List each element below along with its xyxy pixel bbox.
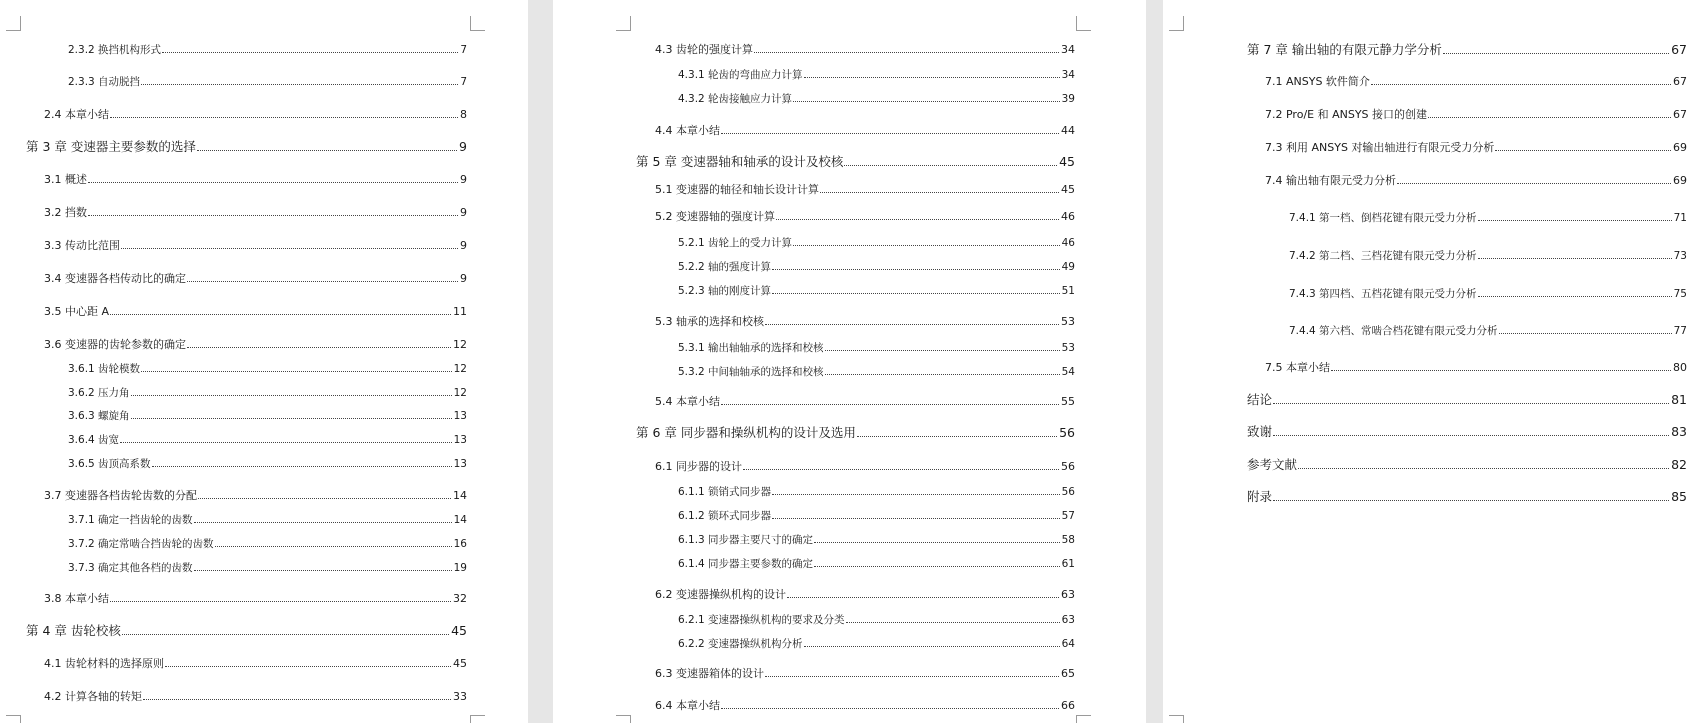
- toc-entry[interactable]: [44, 305, 467, 319]
- toc-dot-leader: [787, 597, 1059, 598]
- toc-entry[interactable]: [678, 485, 1075, 499]
- toc-entry-label: 3.4 变速器各档传动比的确定: [44, 272, 186, 285]
- toc-entry-page: 65: [1061, 667, 1075, 680]
- toc-dot-leader: [1371, 84, 1671, 85]
- toc-dot-leader: [765, 676, 1059, 677]
- toc-entry-page: 45: [451, 623, 467, 638]
- toc-dot-leader: [1331, 370, 1671, 371]
- toc-entry[interactable]: [1265, 174, 1687, 188]
- toc-entry-page: 46: [1061, 210, 1075, 223]
- toc-entry-page: 61: [1061, 558, 1075, 570]
- toc-entry-label: 5.3.2 中间轴轴承的选择和校核: [678, 366, 824, 378]
- toc-entry-label: 3.7.2 确定常啮合挡齿轮的齿数: [68, 538, 214, 550]
- toc-entry[interactable]: [678, 613, 1075, 627]
- toc-entry-page: 9: [460, 173, 467, 186]
- toc-entry-page: 82: [1671, 457, 1687, 472]
- toc-entry-label: 6.3 变速器箱体的设计: [655, 667, 764, 680]
- toc-dot-leader: [793, 101, 1060, 102]
- toc-entry[interactable]: [44, 206, 467, 220]
- toc-entry-page: 16: [453, 538, 467, 550]
- toc-entry-page: 85: [1671, 489, 1687, 504]
- toc-entry-page: 53: [1061, 315, 1075, 328]
- toc-entry-page: 39: [1061, 93, 1075, 105]
- toc-entry-label: 第 6 章 同步器和操纵机构的设计及选用: [636, 425, 856, 440]
- toc-entry-page: 14: [453, 514, 467, 526]
- toc-dot-leader: [141, 371, 452, 372]
- toc-entry-label: 7.4.2 第二档、三档花键有限元受力分析: [1289, 250, 1477, 262]
- toc-entry-label: 第 4 章 齿轮校核: [26, 623, 121, 638]
- toc-entry[interactable]: [636, 155, 1075, 169]
- toc-entry-label: 5.2.2 轴的强度计算: [678, 261, 772, 273]
- toc-entry[interactable]: [678, 68, 1075, 82]
- toc-entry-label: 3.5 中心距 A: [44, 305, 110, 318]
- toc-entry[interactable]: [678, 557, 1075, 571]
- toc-entry-page: 8: [460, 108, 467, 121]
- document-page-2: [553, 0, 1146, 723]
- toc-entry-page: 19: [453, 562, 467, 574]
- toc-entry[interactable]: [68, 386, 467, 400]
- toc-dot-leader: [1273, 403, 1669, 404]
- toc-entry-page: 46: [1061, 237, 1075, 249]
- toc-entry[interactable]: [655, 43, 1075, 57]
- toc-entry-page: 71: [1673, 212, 1687, 224]
- toc-entry[interactable]: [678, 533, 1075, 547]
- toc-entry-page: 56: [1061, 460, 1075, 473]
- toc-entry-label: 2.4 本章小结: [44, 108, 109, 121]
- toc-entry[interactable]: [68, 433, 467, 447]
- toc-entry-label: 5.4 本章小结: [655, 395, 720, 408]
- toc-dot-leader: [804, 646, 1060, 647]
- page-corner-marker: [616, 715, 631, 723]
- toc-dot-leader: [197, 150, 457, 151]
- page-corner-marker: [1169, 16, 1184, 31]
- toc-entry-label: 2.3.2 换挡机构形式: [68, 44, 162, 56]
- toc-entry-page: 34: [1061, 69, 1075, 81]
- toc-entry-page: 12: [453, 363, 467, 375]
- toc-entry[interactable]: [655, 315, 1075, 329]
- document-page-1: [0, 0, 528, 723]
- toc-entry[interactable]: [655, 210, 1075, 224]
- toc-entry[interactable]: [68, 513, 467, 527]
- toc-entry-label: 4.1 齿轮材料的选择原则: [44, 657, 164, 670]
- toc-entry-label: 6.1 同步器的设计: [655, 460, 742, 473]
- toc-dot-leader: [772, 293, 1060, 294]
- toc-dot-leader: [141, 84, 458, 85]
- toc-entry-page: 83: [1671, 424, 1687, 439]
- toc-entry[interactable]: [678, 341, 1075, 355]
- toc-dot-leader: [743, 469, 1059, 470]
- toc-entry-label: 4.3.2 轮齿接触应力计算: [678, 93, 793, 105]
- toc-entry-page: 73: [1673, 250, 1687, 262]
- toc-entry[interactable]: [44, 272, 467, 286]
- toc-entry-label: 4.2 计算各轴的转矩: [44, 690, 142, 703]
- toc-entry[interactable]: [26, 140, 467, 154]
- toc-entry-page: 56: [1059, 425, 1075, 440]
- toc-entry-label: 5.2.1 齿轮上的受力计算: [678, 237, 793, 249]
- toc-entry[interactable]: [68, 75, 467, 89]
- toc-dot-leader: [1499, 333, 1672, 334]
- toc-dot-leader: [110, 314, 451, 315]
- toc-entry[interactable]: [655, 395, 1075, 409]
- toc-entry[interactable]: [68, 409, 467, 423]
- toc-dot-leader: [1443, 53, 1669, 54]
- toc-dot-leader: [122, 634, 449, 635]
- toc-entry-page: 56: [1061, 486, 1075, 498]
- toc-entry-label: 5.2.3 轴的刚度计算: [678, 285, 772, 297]
- toc-dot-leader: [1298, 468, 1669, 469]
- toc-entry-page: 63: [1061, 614, 1075, 626]
- toc-entry-label: 3.2 挡数: [44, 206, 87, 219]
- toc-entry[interactable]: [678, 509, 1075, 523]
- toc-dot-leader: [194, 522, 452, 523]
- toc-entry-page: 81: [1671, 392, 1687, 407]
- toc-entry-label: 第 3 章 变速器主要参数的选择: [26, 139, 196, 154]
- toc-dot-leader: [772, 494, 1060, 495]
- toc-dot-leader: [131, 418, 452, 419]
- toc-entry[interactable]: [678, 260, 1075, 274]
- toc-dot-leader: [110, 601, 451, 602]
- toc-dot-leader: [765, 324, 1059, 325]
- toc-entry[interactable]: [1289, 324, 1687, 338]
- toc-entry-label: 6.2.1 变速器操纵机构的要求及分类: [678, 614, 845, 626]
- toc-dot-leader: [162, 52, 458, 53]
- toc-entry-label: 3.6.3 螺旋角: [68, 410, 130, 422]
- page-corner-marker: [1169, 715, 1184, 723]
- toc-dot-leader: [152, 466, 452, 467]
- toc-dot-leader: [1478, 220, 1672, 221]
- toc-dot-leader: [88, 215, 458, 216]
- toc-entry-page: 66: [1061, 699, 1075, 712]
- toc-entry-label: 3.6.2 压力角: [68, 387, 130, 399]
- toc-entry[interactable]: [678, 284, 1075, 298]
- toc-dot-leader: [814, 566, 1060, 567]
- toc-entry-label: 4.3.1 轮齿的弯曲应力计算: [678, 69, 803, 81]
- toc-entry-label: 6.2 变速器操纵机构的设计: [655, 588, 786, 601]
- toc-entry-label: 5.2 变速器轴的强度计算: [655, 210, 775, 223]
- toc-entry[interactable]: [1289, 249, 1687, 263]
- toc-entry-label: 参考文献: [1247, 457, 1298, 472]
- page-corner-marker: [6, 16, 21, 31]
- toc-entry[interactable]: [655, 124, 1075, 138]
- toc-entry-label: 3.6.5 齿顶高系数: [68, 458, 151, 470]
- toc-entry[interactable]: [68, 537, 467, 551]
- toc-dot-leader: [721, 708, 1059, 709]
- toc-dot-leader: [120, 442, 452, 443]
- toc-dot-leader: [754, 52, 1059, 53]
- toc-dot-leader: [1273, 435, 1669, 436]
- toc-entry[interactable]: [1247, 43, 1687, 57]
- toc-entry-label: 3.6.1 齿轮模数: [68, 363, 141, 375]
- toc-entry[interactable]: [1289, 211, 1687, 225]
- toc-entry-page: 13: [453, 434, 467, 446]
- toc-entry[interactable]: [655, 699, 1075, 713]
- toc-entry-page: 9: [460, 239, 467, 252]
- toc-entry[interactable]: [678, 637, 1075, 651]
- document-page-3: [1163, 0, 1696, 723]
- toc-entry[interactable]: [655, 183, 1075, 197]
- toc-dot-leader: [776, 219, 1059, 220]
- toc-entry-label: 第 5 章 变速器轴和轴承的设计及校核: [636, 154, 844, 169]
- page-corner-marker: [470, 715, 485, 723]
- toc-entry-page: 53: [1061, 342, 1075, 354]
- toc-entry-page: 67: [1673, 108, 1687, 121]
- toc-entry[interactable]: [68, 43, 467, 57]
- toc-entry[interactable]: [655, 460, 1075, 474]
- toc-dot-leader: [131, 395, 452, 396]
- toc-dot-leader: [814, 542, 1060, 543]
- toc-entry-page: 69: [1673, 141, 1687, 154]
- page-corner-marker: [1076, 715, 1091, 723]
- toc-entry-label: 7.4.1 第一档、倒档花键有限元受力分析: [1289, 212, 1477, 224]
- toc-dot-leader: [88, 182, 458, 183]
- toc-entry[interactable]: [44, 239, 467, 253]
- page-corner-marker: [616, 16, 631, 31]
- toc-dot-leader: [1397, 183, 1671, 184]
- toc-entry-page: 49: [1061, 261, 1075, 273]
- toc-entry-page: 13: [453, 410, 467, 422]
- toc-entry-label: 6.4 本章小结: [655, 699, 720, 712]
- toc-entry-label: 3.6 变速器的齿轮参数的确定: [44, 338, 186, 351]
- toc-entry[interactable]: [678, 92, 1075, 106]
- toc-entry[interactable]: [44, 338, 467, 352]
- toc-entry-label: 6.2.2 变速器操纵机构分析: [678, 638, 803, 650]
- toc-dot-leader: [1428, 117, 1671, 118]
- toc-entry-page: 69: [1673, 174, 1687, 187]
- toc-dot-leader: [187, 281, 458, 282]
- toc-dot-leader: [143, 699, 451, 700]
- toc-entry-page: 45: [453, 657, 467, 670]
- toc-entry-page: 32: [453, 592, 467, 605]
- toc-dot-leader: [721, 404, 1059, 405]
- toc-entry-page: 45: [1059, 154, 1075, 169]
- toc-dot-leader: [772, 269, 1060, 270]
- toc-entry-page: 12: [453, 387, 467, 399]
- toc-entry-label: 7.3 利用 ANSYS 对输出轴进行有限元受力分析: [1265, 141, 1495, 154]
- toc-entry[interactable]: [68, 457, 467, 471]
- toc-entry-page: 33: [453, 690, 467, 703]
- toc-entry-label: 2.3.3 自动脱挡: [68, 76, 141, 88]
- toc-entry[interactable]: [1265, 108, 1687, 122]
- toc-entry[interactable]: [655, 588, 1075, 602]
- toc-entry-label: 4.3 齿轮的强度计算: [655, 43, 753, 56]
- toc-entry[interactable]: [44, 690, 467, 704]
- toc-dot-leader: [165, 666, 451, 667]
- toc-entry-page: 63: [1061, 588, 1075, 601]
- toc-entry[interactable]: [1265, 141, 1687, 155]
- toc-dot-leader: [820, 192, 1059, 193]
- toc-entry-page: 67: [1671, 42, 1687, 57]
- toc-entry-label: 3.7.1 确定一挡齿轮的齿数: [68, 514, 193, 526]
- toc-entry[interactable]: [26, 624, 467, 638]
- toc-entry[interactable]: [636, 426, 1075, 440]
- toc-dot-leader: [844, 165, 1057, 166]
- toc-entry-label: 7.4.3 第四档、五档花键有限元受力分析: [1289, 288, 1477, 300]
- toc-dot-leader: [804, 77, 1060, 78]
- toc-entry-label: 3.3 传动比范围: [44, 239, 120, 252]
- toc-entry-page: 64: [1061, 638, 1075, 650]
- toc-entry-label: 7.2 Pro/E 和 ANSYS 接口的创建: [1265, 108, 1428, 121]
- toc-entry[interactable]: [44, 108, 467, 122]
- toc-entry-page: 75: [1673, 288, 1687, 300]
- toc-entry-label: 7.1 ANSYS 软件简介: [1265, 75, 1370, 88]
- toc-entry[interactable]: [68, 362, 467, 376]
- toc-entry-page: 54: [1061, 366, 1075, 378]
- toc-entry-label: 3.8 本章小结: [44, 592, 109, 605]
- toc-entry[interactable]: [655, 667, 1075, 681]
- toc-entry[interactable]: [44, 657, 467, 671]
- toc-entry-label: 3.6.4 齿宽: [68, 434, 120, 446]
- toc-dot-leader: [198, 498, 451, 499]
- toc-entry[interactable]: [1247, 393, 1687, 407]
- toc-dot-leader: [1478, 296, 1672, 297]
- toc-entry[interactable]: [678, 236, 1075, 250]
- toc-dot-leader: [1273, 500, 1669, 501]
- toc-entry[interactable]: [44, 489, 467, 503]
- toc-entry[interactable]: [1289, 287, 1687, 301]
- toc-entry[interactable]: [678, 365, 1075, 379]
- toc-entry-label: 7.5 本章小结: [1265, 361, 1330, 374]
- page-corner-marker: [470, 16, 485, 31]
- toc-dot-leader: [857, 436, 1057, 437]
- toc-entry[interactable]: [1247, 425, 1687, 439]
- toc-entry-label: 6.1.3 同步器主要尺寸的确定: [678, 534, 814, 546]
- toc-entry-page: 13: [453, 458, 467, 470]
- toc-entry-page: 9: [460, 272, 467, 285]
- toc-dot-leader: [110, 117, 458, 118]
- toc-entry-label: 7.4 输出轴有限元受力分析: [1265, 174, 1396, 187]
- toc-entry[interactable]: [1247, 490, 1687, 504]
- toc-entry[interactable]: [68, 561, 467, 575]
- toc-entry-label: 第 7 章 输出轴的有限元静力学分析: [1247, 42, 1442, 57]
- toc-entry[interactable]: [1265, 361, 1687, 375]
- toc-entry-label: 5.3.1 输出轴轴承的选择和校核: [678, 342, 824, 354]
- page-corner-marker: [6, 715, 21, 723]
- toc-entry-page: 80: [1673, 361, 1687, 374]
- toc-entry-page: 14: [453, 489, 467, 502]
- toc-entry[interactable]: [44, 173, 467, 187]
- toc-dot-leader: [215, 546, 452, 547]
- toc-entry-label: 6.1.4 同步器主要参数的确定: [678, 558, 814, 570]
- toc-entry-page: 58: [1061, 534, 1075, 546]
- toc-entry-label: 附录: [1247, 489, 1273, 504]
- toc-entry-page: 9: [460, 206, 467, 219]
- toc-entry-page: 77: [1673, 325, 1687, 337]
- page-corner-marker: [1076, 16, 1091, 31]
- toc-entry-page: 67: [1673, 75, 1687, 88]
- toc-dot-leader: [121, 248, 458, 249]
- toc-dot-leader: [825, 374, 1060, 375]
- toc-entry-page: 55: [1061, 395, 1075, 408]
- toc-entry-label: 7.4.4 第六档、常啮合档花键有限元受力分析: [1289, 325, 1498, 337]
- toc-entry-page: 44: [1061, 124, 1075, 137]
- toc-entry-page: 57: [1061, 510, 1075, 522]
- toc-entry-page: 34: [1061, 43, 1075, 56]
- toc-entry-page: 9: [459, 139, 467, 154]
- toc-entry-label: 6.1.2 锁环式同步器: [678, 510, 772, 522]
- toc-entry-label: 致谢: [1247, 424, 1273, 439]
- toc-entry-label: 3.7.3 确定其他各档的齿数: [68, 562, 193, 574]
- toc-entry-page: 51: [1061, 285, 1075, 297]
- toc-entry[interactable]: [44, 592, 467, 606]
- toc-entry-page: 7: [460, 44, 467, 56]
- toc-dot-leader: [187, 347, 451, 348]
- toc-entry-label: 3.7 变速器各档齿轮齿数的分配: [44, 489, 197, 502]
- toc-dot-leader: [846, 622, 1060, 623]
- toc-entry-label: 4.4 本章小结: [655, 124, 720, 137]
- toc-entry-label: 3.1 概述: [44, 173, 87, 186]
- toc-dot-leader: [793, 245, 1060, 246]
- toc-entry-page: 45: [1061, 183, 1075, 196]
- toc-dot-leader: [772, 518, 1060, 519]
- toc-dot-leader: [194, 570, 452, 571]
- toc-dot-leader: [1478, 258, 1672, 259]
- toc-dot-leader: [1495, 150, 1671, 151]
- toc-entry[interactable]: [1247, 458, 1687, 472]
- toc-entry-label: 5.3 轴承的选择和校核: [655, 315, 764, 328]
- toc-entry-page: 7: [460, 76, 467, 88]
- toc-entry-page: 12: [453, 338, 467, 351]
- toc-entry-page: 11: [453, 305, 467, 318]
- toc-entry-label: 6.1.1 锁销式同步器: [678, 486, 772, 498]
- toc-dot-leader: [721, 133, 1059, 134]
- toc-entry-label: 结论: [1247, 392, 1273, 407]
- toc-entry[interactable]: [1265, 75, 1687, 89]
- toc-dot-leader: [825, 350, 1060, 351]
- toc-entry-label: 5.1 变速器的轴径和轴长设计计算: [655, 183, 819, 196]
